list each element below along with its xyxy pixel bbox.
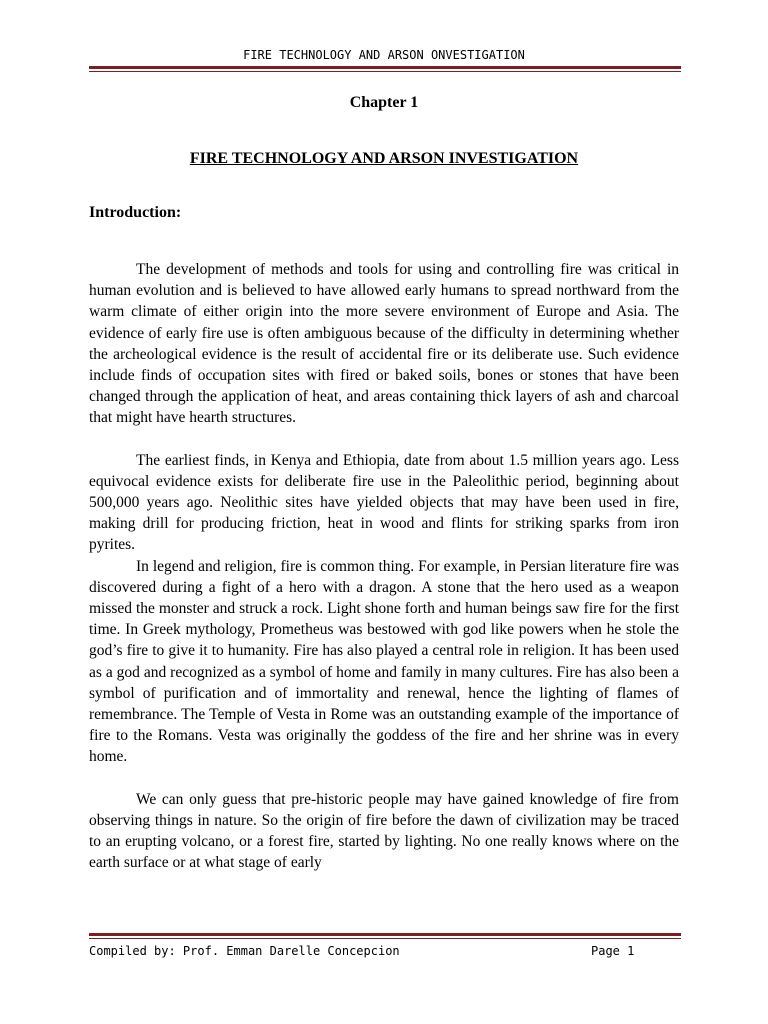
running-header: FIRE TECHNOLOGY AND ARSON ONVESTIGATION	[243, 48, 525, 62]
paragraph-1: The development of methods and tools for using and controlling fire was critical in human evolution and is believed to have allowed early humans to spread northward from the warm climate of either origin into the more severe environment of Europe and Asia. The evidence of early fire use is often ambiguous because of the difficulty in determining whether the archeological evidence is the result of accidental fire or its deliberate use. Such evidence include finds of occupation sites with fired or baked soils, bones or stones that have been changed through the application of heat, and areas containing thick layers of ash and charcoal that might have hearth structures.	[89, 261, 679, 427]
section-heading: Introduction:	[89, 204, 182, 221]
header-rule-thick	[89, 66, 681, 69]
paragraph-4: We can only guess that pre-historic people may have gained knowledge of fire from observing things in nature. So the origin of fire before the dawn of civilization may be traced to an erupting volcano, or a forest fire, started by lighting. No one really knows where on the earth surface or at what stage of early	[89, 790, 679, 872]
footer-author: Compiled by: Prof. Emman Darelle Concepcion	[89, 944, 400, 958]
document-title: FIRE TECHNOLOGY AND ARSON INVESTIGATION	[189, 150, 579, 167]
footer-page-number: Page 1	[591, 944, 635, 958]
paragraph-2: The earliest finds, in Kenya and Ethiopia, date from about 1.5 million years ago. Less equivocal evidence exists for deliberate fire use in the Paleolithic period, beginning about 500,000 years ago. Neolithic sites have yielded objects that may have been used in fire, making drill for producing friction, heat in wood and flints for striking sparks from iron pyrites.	[89, 451, 679, 554]
chapter-label: Chapter 1	[349, 94, 419, 111]
paragraph-3: In legend and religion, fire is common thing. For example, in Persian literature fire was discovered during a fight of a hero with a dragon. A stone that the hero used as a weapon missed the monster and struck a rock. Light shone forth and human beings saw fire for the first time. In Greek mythology, Prometheus was bestowed with god like powers when he stole the god’s fire to give it to humanity. Fire has also played a central role in religion. It has been used as a god and recognized as a symbol of home and family in many cultures. Fire has also been a symbol of purification and of immortality and renewal, hence the lighting of flames of remembrance. The Temple of Vesta in Rome was an outstanding example of the importance of fire to the Romans. Vesta was originally the goddess of the fire and her shrine was in every home.	[89, 557, 679, 766]
header-rule-thin	[89, 71, 681, 72]
footer-rule-thin	[89, 938, 681, 939]
document-body	[89, 92, 679, 873]
footer-rule-thick	[89, 933, 681, 936]
